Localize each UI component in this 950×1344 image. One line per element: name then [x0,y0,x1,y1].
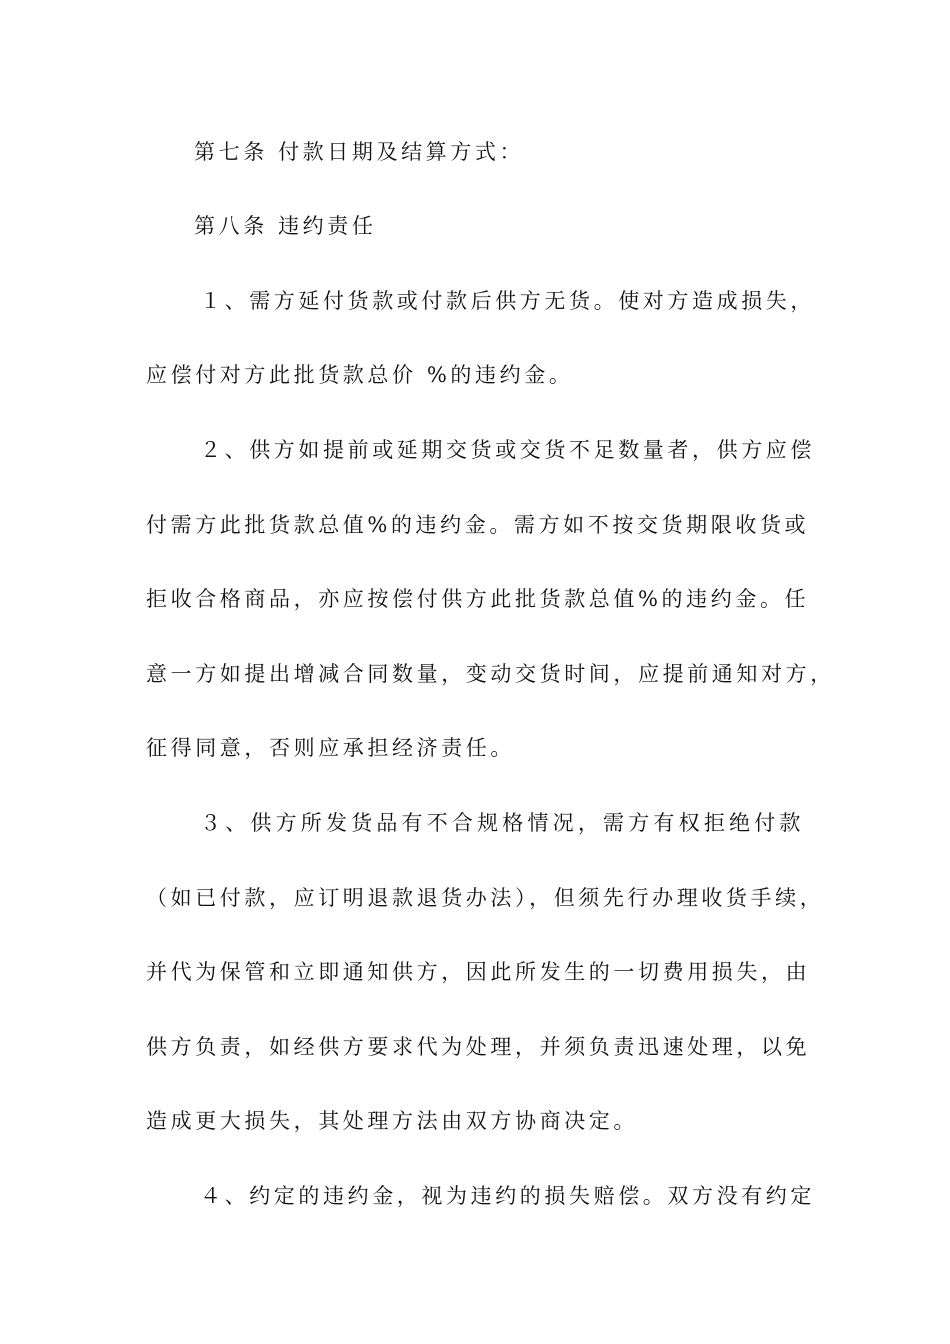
clause-2-line-5: 征得同意，否则应承担经济责任。 [146,736,515,760]
clause-2-line-2: 付需方此批货款总值%的违约金。需方如不按交货期限收货或 [146,513,810,537]
clause-2-line-3: 拒收合格商品，亦应按偿付供方此批货款总值%的违约金。任 [146,587,810,611]
clause-3-line-1: ３、供方所发货品有不合规格情况，需方有权拒绝付款 [200,811,804,835]
clause-3-line-3: 并代为保管和立即通知供方，因此所发生的一切费用损失，由 [146,960,811,984]
article-8-heading: 第八条 违约责任 [194,214,377,238]
clause-1-line-2: 应偿付对方此批货款总价 %的违约金。 [146,363,574,387]
clause-1-line-1: １、需方延付货款或付款后供方无货。使对方造成损失， [200,289,815,313]
clause-3-line-2: （如已付款，应订明退款退货办法），但须先行办理收货手续， [146,886,825,910]
clause-4-line-1: ４、约定的违约金，视为违约的损失赔偿。双方没有约定 [200,1184,815,1208]
article-7-heading: 第七条 付款日期及结算方式： [194,140,525,164]
clause-3-line-4: 供方负责，如经供方要求代为处理，并须负责迅速处理，以免 [146,1035,811,1059]
clause-2-line-1: ２、供方如提前或延期交货或交货不足数量者，供方应偿 [200,438,815,462]
clause-2-line-4: 意一方如提出增减合同数量，变动交货时间，应提前通知对方， [146,662,835,686]
clause-3-line-5: 造成更大损失，其处理方法由双方协商决定。 [146,1109,638,1133]
